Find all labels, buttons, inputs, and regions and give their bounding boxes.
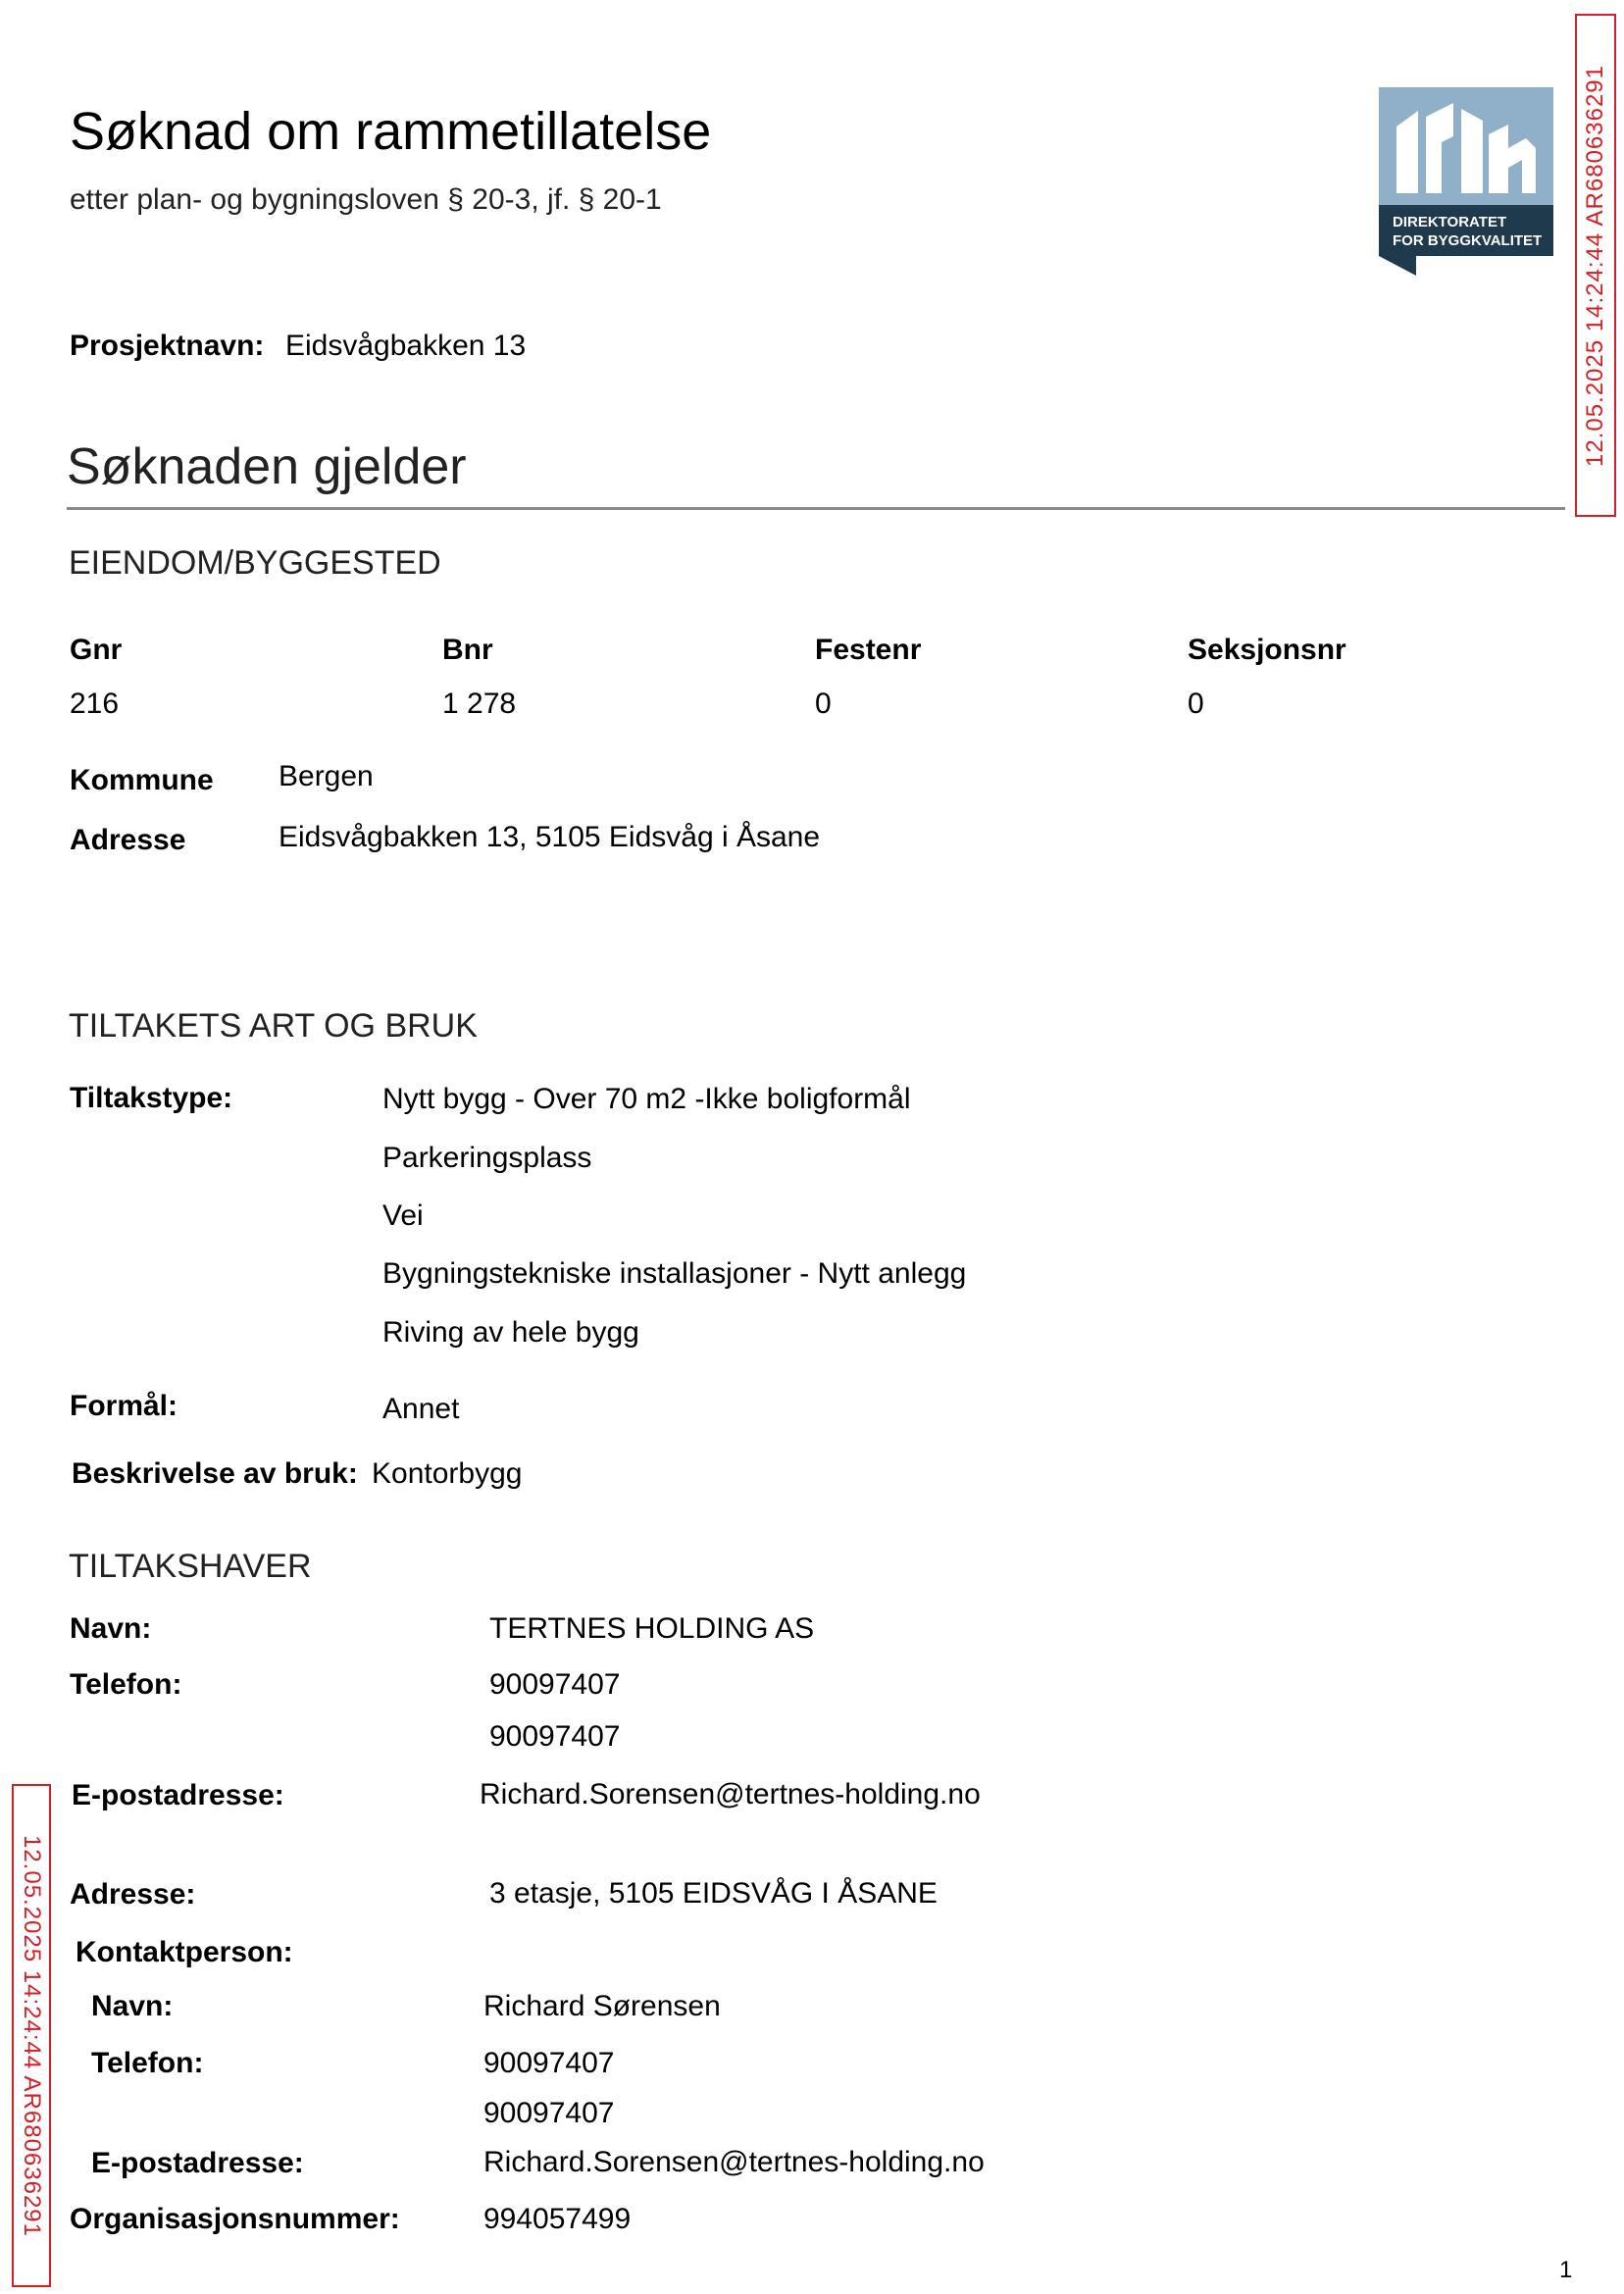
dibk-logo-icon [1379,87,1553,276]
stamp-text: 12.05.2025 14:24:44 AR680636291 [19,1834,45,2237]
purpose-value: Annet [382,1393,460,1425]
contact-name-label: Navn: [91,1990,174,2022]
document-title: Søknad om rammetillatelse [70,102,712,161]
project-name-value: Eidsvågbakken 13 [285,330,527,362]
org-number-value: 994057499 [483,2203,632,2235]
stamp-text: 12.05.2025 14:24:44 AR680636291 [1582,64,1608,467]
contact-phone-value: 90097407 [483,2047,615,2079]
municipality-value: Bergen [279,760,374,792]
contact-phone-label: Telefon: [91,2047,204,2079]
applicant-address-label: Adresse: [70,1878,196,1911]
heading-divider [67,507,1565,510]
contact-phone-value: 90097407 [483,2097,615,2129]
project-name-label: Prosjektnavn: [70,330,265,362]
festenr-header: Festenr [815,634,922,666]
applicant-phone-value: 90097407 [489,1668,621,1701]
contact-email-label: E-postadresse: [91,2147,304,2179]
contact-email-value: Richard.Sorensen@tertnes-holding.no [483,2146,985,2178]
measure-type-label: Tiltakstype: [70,1082,233,1114]
applicant-name-label: Navn: [70,1612,152,1645]
property-section-title: EIENDOM/BYGGESTED [69,544,441,582]
applicant-phone-label: Telefon: [70,1668,182,1701]
page-number: 1 [1559,2257,1573,2283]
contact-name-value: Richard Sørensen [483,1990,721,2022]
gnr-value: 216 [70,688,120,720]
municipality-label: Kommune [70,764,214,796]
seksjonsnr-value: 0 [1188,688,1204,720]
applicant-section-title: TILTAKSHAVER [69,1548,312,1585]
applicant-email-value: Richard.Sorensen@tertnes-holding.no [480,1778,981,1810]
address-label: Adresse [70,824,186,856]
bnr-header: Bnr [442,634,493,666]
applicant-address-value: 3 etasje, 5105 EIDSVÅG I ÅSANE [489,1877,938,1910]
purpose-label: Formål: [70,1390,178,1422]
measure-type-item: Vei [382,1199,424,1232]
application-heading: Søknaden gjelder [67,438,467,495]
seksjonsnr-header: Seksjonsnr [1188,634,1346,666]
applicant-email-label: E-postadresse: [72,1779,284,1811]
logo-text-line2: FOR BYGGKVALITET [1393,232,1543,249]
contact-person-label: Kontaktperson: [76,1936,293,1968]
measure-type-item: Parkeringsplass [382,1142,592,1174]
measure-type-item: Bygningstekniske installasjoner - Nytt anlegg [382,1257,967,1290]
logo-text-line1: DIREKTORATET [1393,214,1507,230]
festenr-value: 0 [815,688,832,720]
applicant-name-value: TERTNES HOLDING AS [489,1612,815,1645]
use-description-value: Kontorbygg [372,1457,523,1490]
use-description-label: Beskrivelse av bruk: [72,1457,358,1490]
bnr-value: 1 278 [442,688,517,720]
dibk-logo [1379,87,1553,276]
measure-type-item: Nytt bygg - Over 70 m2 -Ikke boligformål [382,1083,911,1115]
measure-type-item: Riving av hele bygg [382,1316,639,1349]
org-number-label: Organisasjonsnummer: [70,2203,400,2235]
document-subtitle: etter plan- og bygningsloven § 20-3, jf. § 20-1 [70,183,662,216]
gnr-header: Gnr [70,634,123,666]
measure-section-title: TILTAKETS ART OG BRUK [69,1007,478,1045]
timestamp-stamp-left [12,1784,51,2287]
timestamp-stamp-top [1575,14,1616,517]
applicant-phone-value: 90097407 [489,1720,621,1753]
address-value: Eidsvågbakken 13, 5105 Eidsvåg i Åsane [279,821,821,853]
